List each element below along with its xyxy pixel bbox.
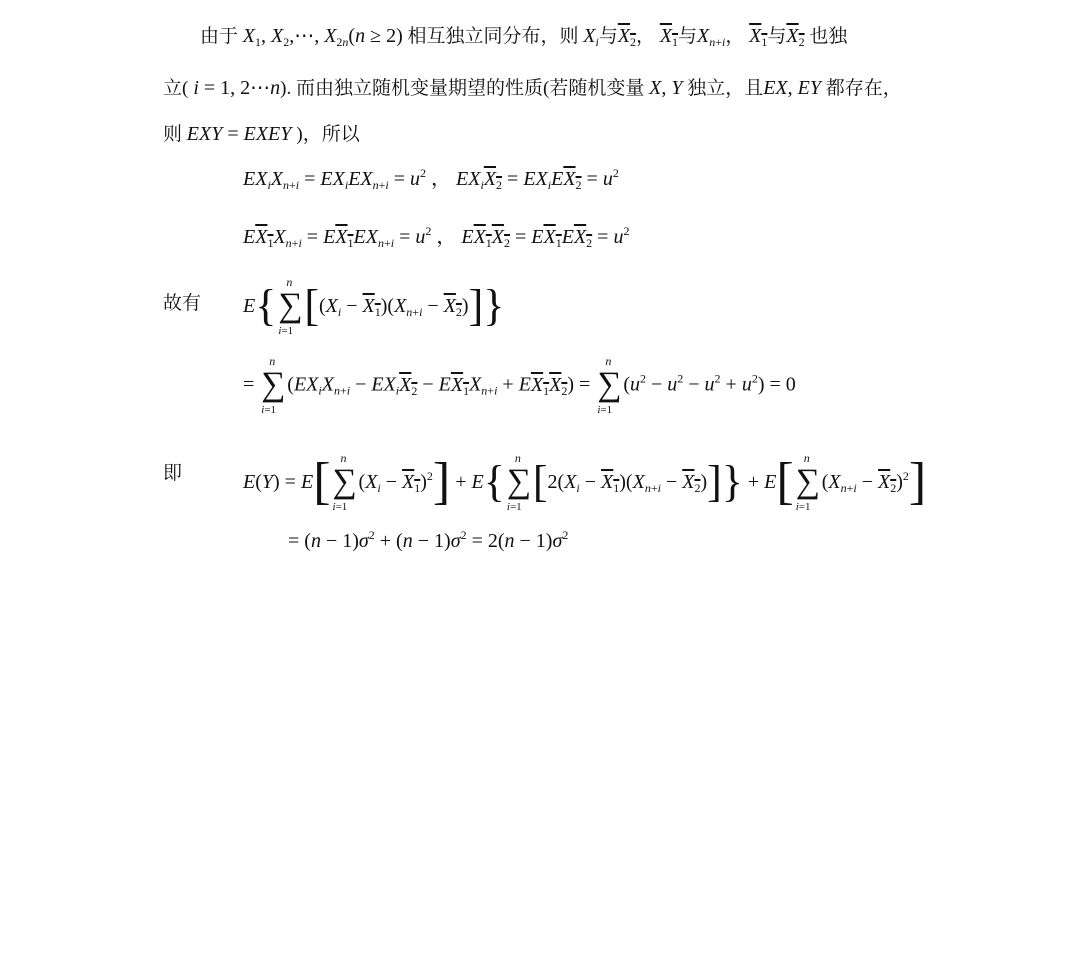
equation-6: = $(n - 1)\sigma^2 + (n - 1)\sigma^2 = 2(n - 1)\sigma^2$ xyxy=(288,528,569,552)
equation-4: = n ∑ i=1 $(EX_iX_{n+i} - EX_iX_2 - EX_1X_{n+i} + EX_1X_2)$ = n ∑ i=1 $(u^2 - u^2 - u^2 + u^2) = 0$ xyxy=(243,354,796,416)
equation-3: E{ n ∑ i=1 $[(X_i - X_1)(X_{n+i} - X_2)]$} xyxy=(243,275,505,338)
equation-2: $EX_1X_{n+i} = EX_1EX_{n+i} = u^2$ ， $EX_1X_2 = EX_1EX_2 = u^2$ xyxy=(243,224,630,250)
math-inline: $X_1$, $X_2,\cdots$, $X_{2n}(n \ge 2)$ xyxy=(242,25,403,49)
equation-1: $EX_iX_{n+i} = EX_iEX_{n+i} = u^2$ ， $EX_iX_2 = EX_iEX_2 = u^2$ xyxy=(243,166,619,192)
equation-5: E(Y) = E[ n ∑ i=1 $(X_i - X_1)^2] + E${ n ∑ i=1 $[2(X_i - X_1)(X_{n+i} - X_2)]\} + E$[ n ∑ i=1 $(X_{n+i} - X_2)^2$] xyxy=(243,451,927,514)
paragraph-line-1: 由于 $X_1$, $X_2,\cdots$, $X_{2n}(n \ge 2)$ 相互独立同分布，则 $X_i$与$X_2$， $X_1$与$X_{n+i}$， $X_1$与$X_2$ 也独 xyxy=(200,25,848,49)
label-guyou: 故有 xyxy=(163,293,202,314)
paragraph-line-3: 则 EXY = EXEY )，所以 xyxy=(163,123,360,145)
label-ji: 即 xyxy=(163,463,183,484)
paragraph-line-2: 立( i = 1, 2⋯n). 而由独立随机变量期望的性质(若随机变量 X, Y 独立，且EX, EY 都存在， xyxy=(163,77,902,99)
